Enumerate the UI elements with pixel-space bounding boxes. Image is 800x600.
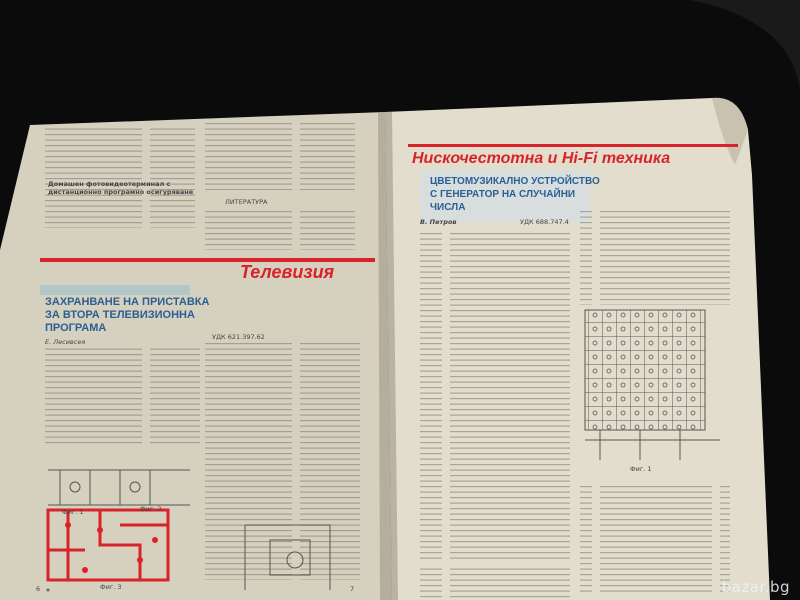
left-article-title-line1: ЗАХРАНВАНЕ НА ПРИСТАВКА <box>45 296 210 308</box>
left-udk: УДК 621.397.62 <box>212 333 265 341</box>
left-top-paragraph: Домашен фотовидеотерминал с дистанционно програмно осигуряване <box>48 180 194 196</box>
left-section-title: Телевизия <box>240 262 335 282</box>
right-author: В. Петров <box>420 218 457 226</box>
left-fig-3-label: Фиг. 3 <box>100 583 122 591</box>
right-fig-label: Фиг. 1 <box>630 465 652 473</box>
left-author: Е. Лесивсея <box>45 338 86 346</box>
right-article-title-line2: С ГЕНЕРАТОР НА СЛУЧАЙНИ <box>430 189 576 200</box>
left-literature: ЛИТЕРАТУРА <box>225 198 268 206</box>
matrix-schematic <box>585 310 705 430</box>
left-article-title-line2: ЗА ВТОРА ТЕЛЕВИЗИОННА <box>45 309 195 321</box>
left-article-title-line3: ПРОГРАМА <box>45 322 107 334</box>
right-article-title-line3: ЧИСЛА <box>430 202 466 213</box>
right-article-title-line1: ЦВЕТОМУЗИКАЛНО УСТРОЙСТВО <box>430 176 600 187</box>
left-fig-2-label: Фиг. 2 <box>140 505 162 513</box>
right-section-title: Нискочестотна и Hi-Fi техника <box>412 150 671 167</box>
left-fig-1-label: Фиг. 1 <box>62 508 84 516</box>
right-udk: УДК 688.747.4 <box>520 218 569 226</box>
right-page-number-left: 7 <box>350 585 355 593</box>
section-band-right <box>408 144 738 147</box>
watermark: bazar.bg <box>721 578 790 596</box>
left-page-number: 6 <box>36 585 41 593</box>
